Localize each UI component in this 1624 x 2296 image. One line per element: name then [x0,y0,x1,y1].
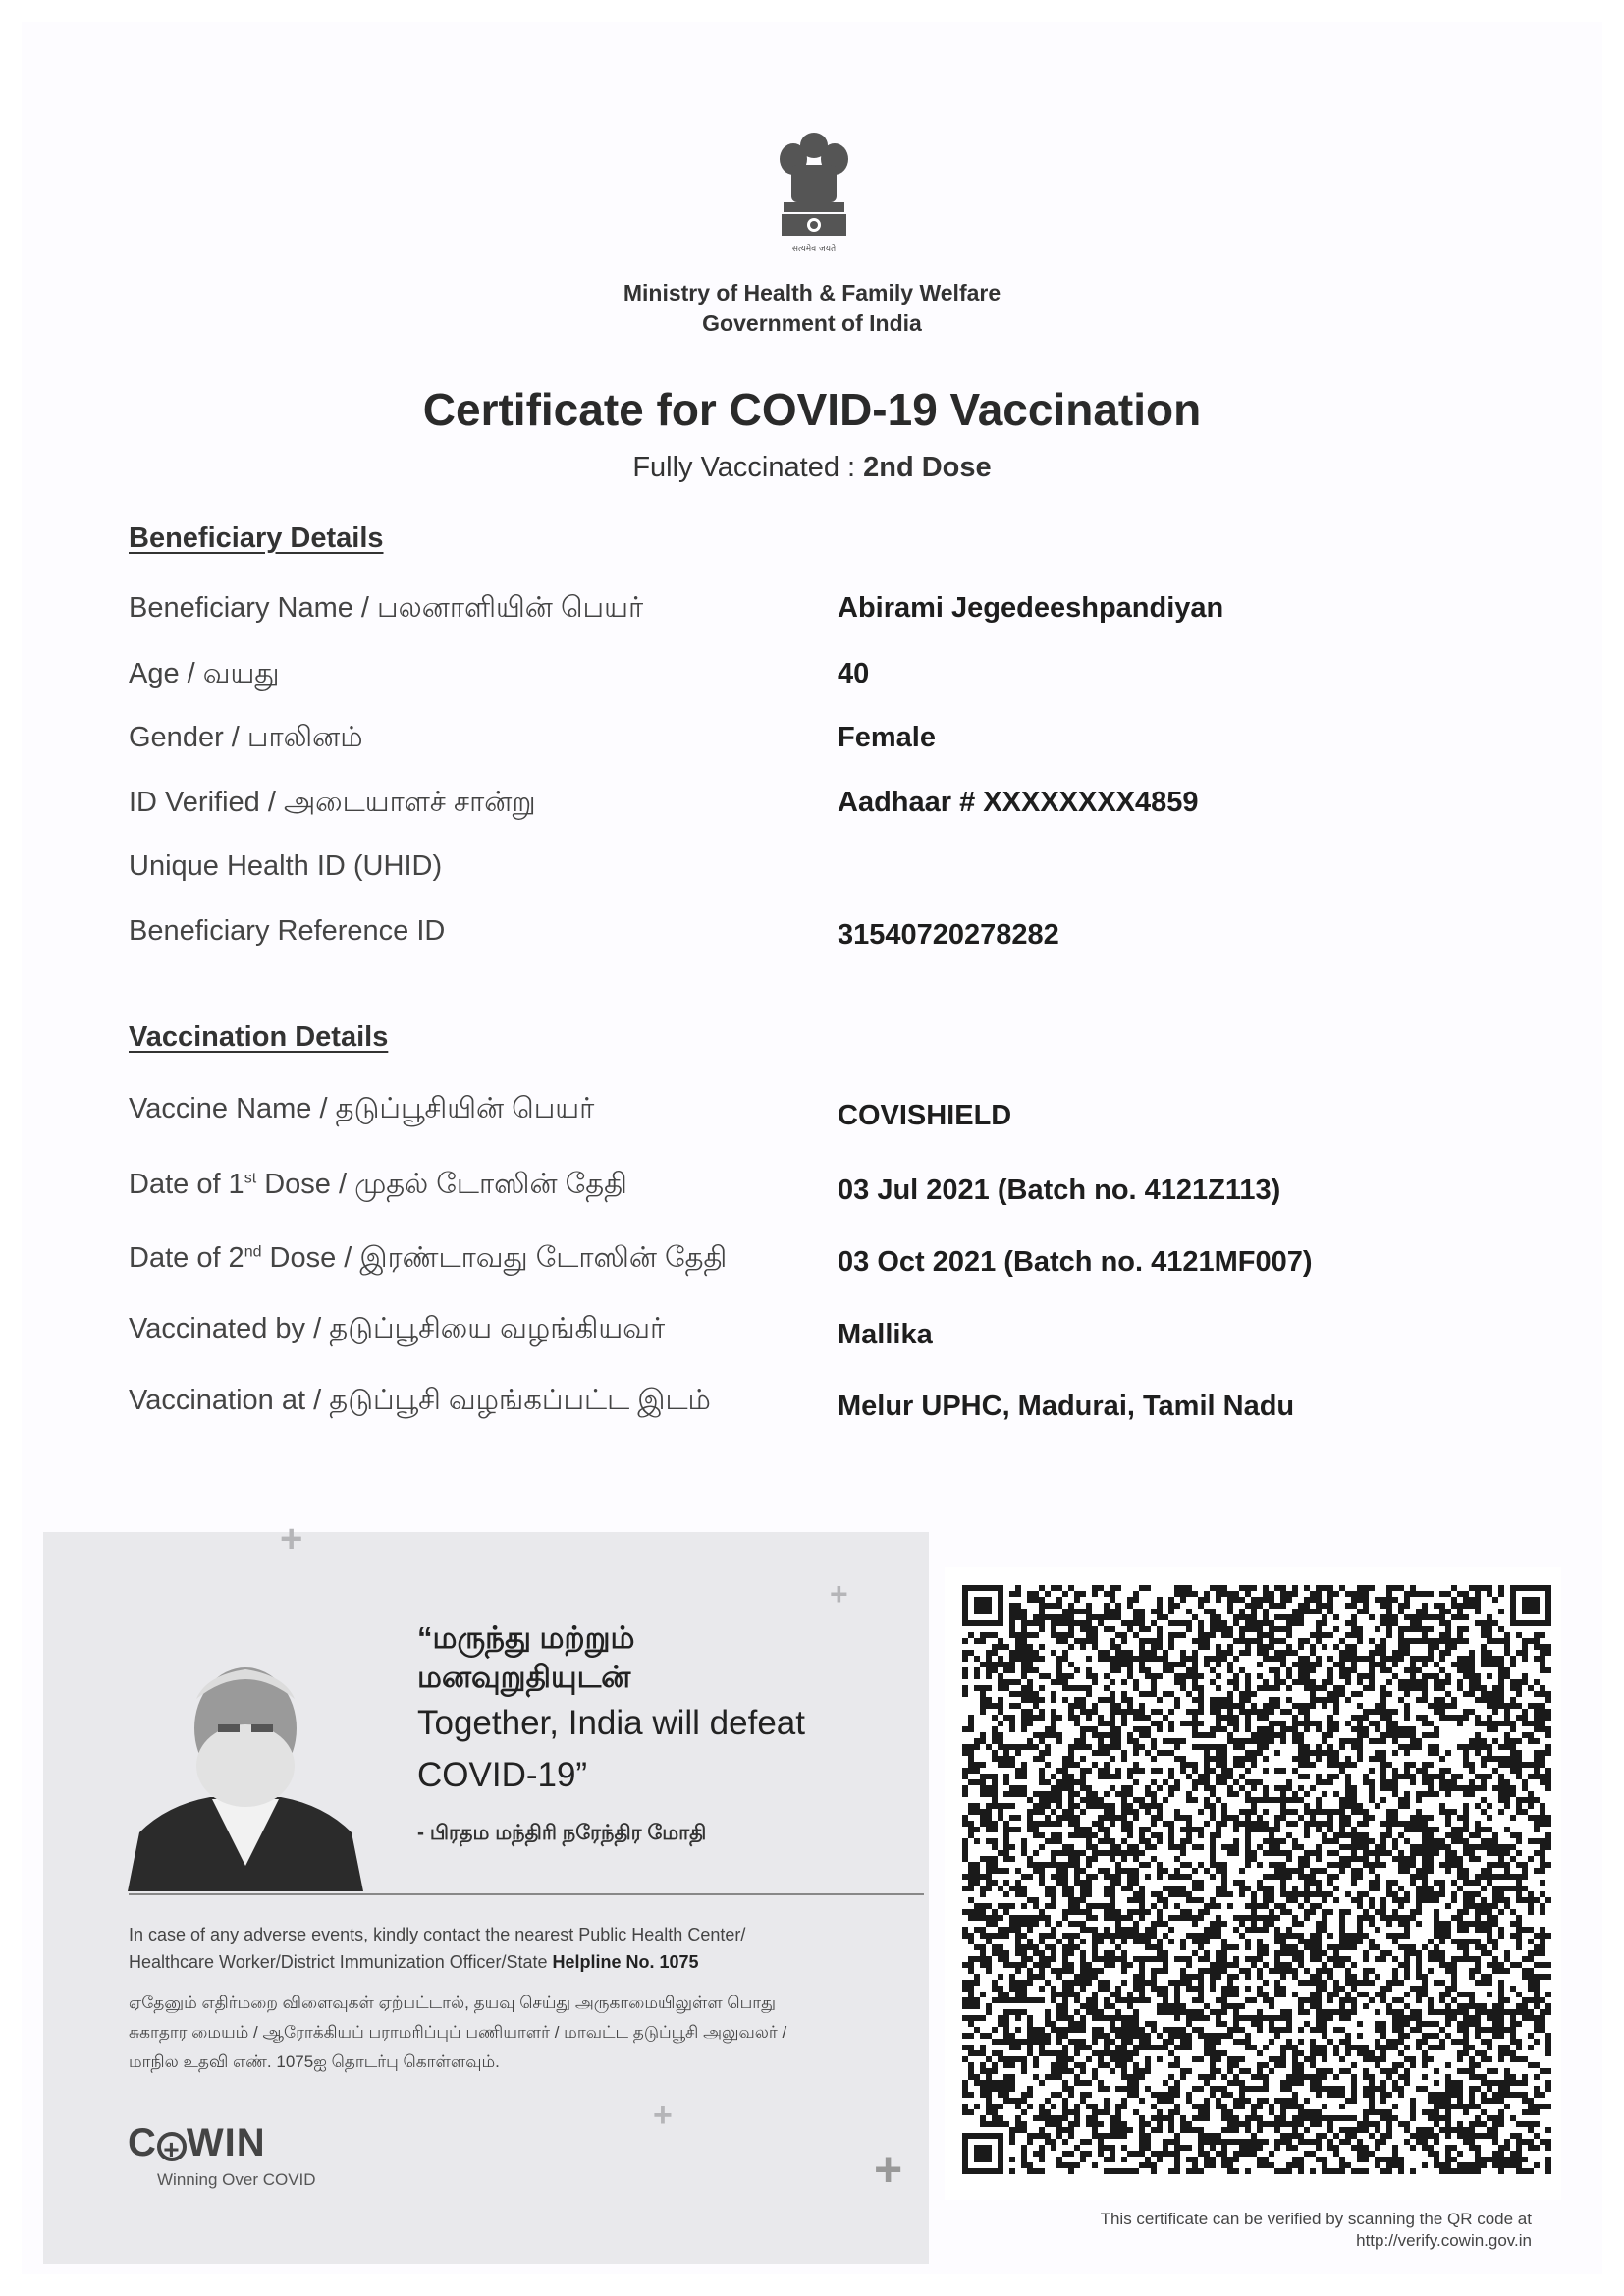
quote-attribution: - பிரதம மந்திரி நரேந்திர மோதி [417,1822,707,1844]
quote-english-line1: Together, India will defeat [417,1704,805,1742]
plus-icon: + [653,2097,673,2134]
cowin-plus-icon: + [157,2132,187,2161]
cowin-tagline: Winning Over COVID [157,2170,316,2189]
ministry-name: Ministry of Health & Family Welfare [623,280,1001,305]
helpline-number: Helpline No. 1075 [552,1952,699,1972]
vaccine-name-value: COVISHIELD [838,1100,1012,1131]
dose2-date-label: Date of 2nd Dose / இரண்டாவது டோஸின் தேதி [129,1242,728,1274]
vaccinated-by-label: Vaccinated by / தடுப்பூசியை வழங்கியவர் [129,1313,666,1344]
vaccinated-at-value: Melur UPHC, Madurai, Tamil Nadu [838,1391,1295,1422]
status-label: Fully Vaccinated : [632,452,856,483]
dose1-date-label: Date of 1st Dose / முதல் டோஸின் தேதி [129,1169,627,1200]
dose2-date-value: 03 Oct 2021 (Batch no. 4121MF007) [838,1246,1313,1278]
gender-value: Female [838,722,936,753]
beneficiary-details-heading: Beneficiary Details [129,522,384,554]
reference-id-value: 31540720278282 [838,919,1059,951]
vaccination-status [0,452,1624,484]
verification-qr-code[interactable] [962,1583,1551,2176]
adverse-events-tamil-line3: மாநில உதவி எண். 1075ஐ தொடர்பு கொள்ளவும். [129,2052,500,2071]
vaccinated-by-value: Mallika [838,1319,933,1350]
reference-id-label: Beneficiary Reference ID [129,915,446,947]
quote-tamil-line2: மனவுறுதியுடன் [417,1660,631,1694]
adverse-events-tamil-line2: சுகாதார மையம் / ஆரோக்கியப் பராமரிப்புப் பணியாளர் / மாவட்ட தடுப்பூசி அலுவலர் / [129,2023,787,2042]
certificate-title: Certificate for COVID-19 Vaccination [422,384,1202,435]
plus-icon: + [830,1576,848,1612]
age-label: Age / வயது [129,658,280,689]
quote-english-line2: COVID-19” [417,1756,588,1794]
qr-modules [962,1585,1551,2174]
adverse-events-line2: Healthcare Worker/District Immunization Officer/State Helpline No. 1075 [129,1952,699,1972]
id-verified-value: Aadhaar # XXXXXXXX4859 [838,787,1199,818]
plus-icon: + [280,1517,303,1560]
beneficiary-name-value: Abirami Jegedeeshpandiyan [838,592,1224,624]
emblem-motto: सत्यमेव जयते [791,245,837,254]
quote-tamil-line1: “மருந்து மற்றும் [417,1620,635,1655]
adverse-events-line1: In case of any adverse events, kindly contact the nearest Public Health Center/ [129,1925,746,1944]
national-emblem-icon [770,126,858,263]
government-name: Government of India [702,310,922,336]
adverse-events-tamil-line1: ஏதேனும் எதிர்மறை விளைவுகள் ஏற்பட்டால், தயவு செய்து அருகாமையிலுள்ள பொது [129,1994,776,2012]
gender-label: Gender / பாலினம் [129,722,363,753]
beneficiary-name-label: Beneficiary Name / பலனாளியின் பெயர் [129,592,644,624]
status-value: 2nd Dose [863,452,992,483]
verify-instruction: This certificate can be verified by scanning the QR code at [1100,2210,1532,2228]
dose1-date-value: 03 Jul 2021 (Batch no. 4121Z113) [838,1175,1281,1206]
id-verified-label: ID Verified / அடையாளச் சான்று [129,787,536,818]
prime-minister-portrait [128,1640,363,1891]
verify-url[interactable]: http://verify.cowin.gov.in [1356,2231,1532,2250]
divider [129,1893,924,1895]
plus-icon: + [874,2142,903,2197]
vaccinated-at-label: Vaccination at / தடுப்பூசி வழங்கப்பட்ட இடம் [129,1385,711,1416]
vaccine-name-label: Vaccine Name / தடுப்பூசியின் பெயர் [129,1093,595,1124]
uhid-label: Unique Health ID (UHID) [129,850,443,882]
cowin-logo: C + WIN [128,2121,266,2164]
age-value: 40 [838,658,870,689]
vaccination-details-heading: Vaccination Details [129,1021,389,1053]
